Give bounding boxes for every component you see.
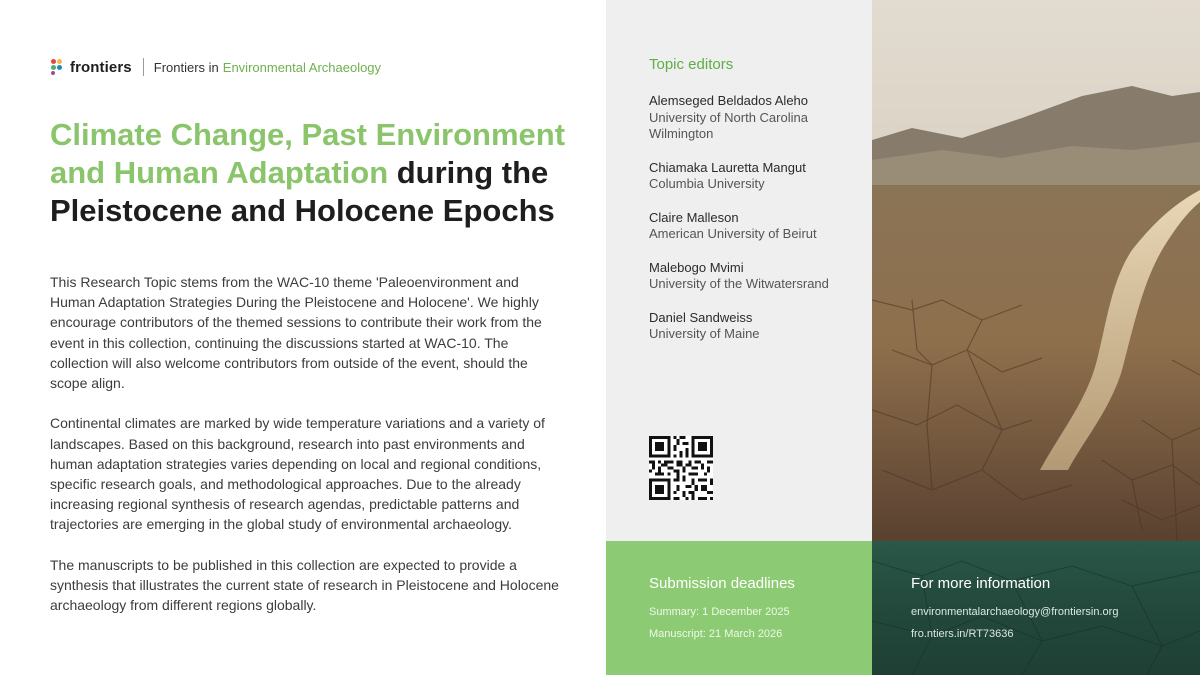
description-paragraph: The manuscripts to be published in this collection are expected to provide a synthesis that illustrates the current state of research in Pleistocene and Holocene archaeology from different regions globally. [50, 556, 559, 614]
editor-affiliation: University of North Carolina Wilmington [649, 109, 808, 141]
description-paragraph: This Research Topic stems from the WAC-10 theme 'Paleoenvironment and Human Adaptation Strategies During the Pleistocene and Holocene'. We highly encourage contributors of the themed sessions to contribute their work from the event in this collection, continuing the discussions started at WAC-10. The collection will also welcome contributors from outside of the event, should the scope align. [50, 274, 542, 392]
editor-item [649, 260, 864, 293]
editor-affiliation: American University of Beirut [649, 226, 817, 241]
editor-name: Malebogo Mvimi [649, 259, 744, 275]
editor-item [649, 93, 864, 143]
title-highlight: Climate Change, Past Environment and Human Adaptation [50, 117, 566, 190]
brand-divider [143, 58, 144, 76]
title-rest: during the Pleistocene and Holocene Epochs [50, 155, 555, 228]
cracked-dry-riverbed-landscape-photo [872, 0, 1200, 541]
submission-deadlines-box [606, 541, 872, 675]
editors-list [649, 93, 864, 360]
page-title [50, 116, 570, 230]
frontiers-wordmark: frontiers [70, 58, 132, 76]
deadline-manuscript: Manuscript: 21 March 2026 [649, 628, 783, 640]
editor-item [649, 310, 864, 343]
contact-email-link[interactable]: environmentalarchaeology@frontiersin.org [911, 606, 1119, 618]
editor-name: Daniel Sandweiss [649, 309, 753, 325]
editor-name: Chiamaka Lauretta Mangut [649, 159, 806, 175]
qr-code-icon[interactable] [649, 436, 713, 500]
deadline-summary: Summary: 1 December 2025 [649, 606, 790, 618]
description-paragraph: Continental climates are marked by wide temperature variations and a variety of landscapes. Based on this background, research into past environments and human adaptation strategies varies depending on local and regional conditions, specific research goals, and methodological approaches. Due to the already increasing regional synthesis of research agendas, predictable patterns and trajectories are emerging in the global study of environmental archaeology. [50, 415, 545, 533]
editor-affiliation: University of Maine [649, 326, 760, 341]
editor-name: Claire Malleson [649, 209, 739, 225]
editor-item [649, 160, 864, 193]
brand-header [50, 57, 381, 77]
deadlines-heading: Submission deadlines [649, 575, 795, 592]
frontiers-logo-icon [50, 59, 66, 75]
journal-prefix: Frontiers in [153, 59, 219, 75]
editors-heading: Topic editors [649, 56, 734, 73]
description [50, 272, 562, 636]
editor-name: Alemseged Beldados Aleho [649, 93, 809, 108]
editor-affiliation: University of the Witwatersrand [649, 276, 829, 291]
info-heading: For more information [911, 575, 1051, 592]
editor-affiliation: Columbia University [649, 176, 765, 191]
journal-name: Environmental Archaeology [222, 59, 382, 75]
more-information-box [872, 541, 1200, 675]
topic-short-link[interactable]: fro.ntiers.in/RT73636 [911, 628, 1014, 640]
editor-item [649, 210, 864, 243]
editors-panel [606, 0, 872, 541]
